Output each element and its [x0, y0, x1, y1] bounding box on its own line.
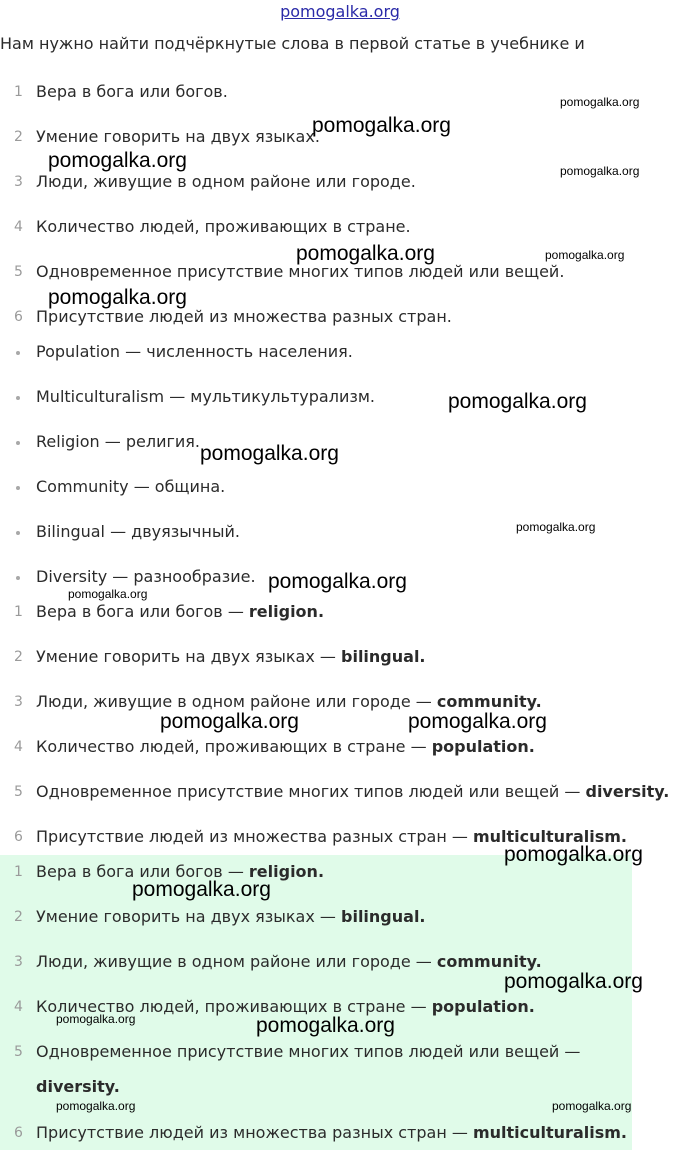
- answer-text: Присутствие людей из множества разных стран —: [36, 1123, 473, 1142]
- answer-text: Вера в бога или богов —: [36, 602, 249, 621]
- watermark: pomogalka.org: [48, 149, 187, 172]
- watermark: pomogalka.org: [504, 843, 643, 866]
- item-number: 1: [14, 864, 23, 880]
- site-link[interactable]: pomogalka.org: [280, 2, 400, 21]
- answer-word: multiculturalism.: [472, 827, 627, 846]
- watermark: pomogalka.org: [312, 114, 451, 137]
- vocab-text: Diversity — разнообразие.: [36, 567, 256, 586]
- answer-text: Умение говорить на двух языках —: [36, 647, 341, 666]
- item-number: 3: [14, 174, 23, 190]
- item-text: Люди, живущие в одном районе или городе.: [36, 172, 416, 191]
- item-text: Присутствие людей из множества разных стран.: [36, 307, 452, 326]
- answer-word: bilingual.: [341, 647, 426, 666]
- watermark: pomogalka.org: [560, 95, 640, 109]
- watermark: pomogalka.org: [256, 1014, 395, 1037]
- watermark: pomogalka.org: [200, 442, 339, 465]
- item-number: 6: [14, 1125, 23, 1141]
- item-number: 6: [14, 309, 23, 325]
- answer-text: Количество людей, проживающих в стране —: [36, 737, 432, 756]
- answer-word: population.: [431, 997, 535, 1016]
- vocab-text: Population — численность населения.: [36, 342, 353, 361]
- watermark: pomogalka.org: [160, 710, 299, 733]
- vocab-text: Religion — религия.: [36, 432, 200, 451]
- vocab-text: Bilingual — двуязычный.: [36, 522, 240, 541]
- answer-word: community.: [436, 952, 542, 971]
- bullet-icon: [16, 441, 20, 445]
- answer-text: Люди, живущие в одном районе или городе —: [36, 952, 437, 971]
- item-number: 3: [14, 694, 23, 710]
- watermark: pomogalka.org: [545, 248, 625, 262]
- answer-word: diversity.: [36, 1077, 120, 1096]
- item-number: 2: [14, 129, 23, 145]
- bullet-icon: [16, 486, 20, 490]
- watermark: pomogalka.org: [68, 587, 148, 601]
- vocab-text: Community — община.: [36, 477, 226, 496]
- item-number: 5: [14, 1044, 23, 1060]
- answer-word: religion.: [248, 862, 325, 881]
- bullet-icon: [16, 531, 20, 535]
- item-number: 2: [14, 909, 23, 925]
- answer-text: Присутствие людей из множества разных стран —: [36, 827, 473, 846]
- item-number: 5: [14, 264, 23, 280]
- item-text: Количество людей, проживающих в стране.: [36, 217, 411, 236]
- answer-text: Вера в бога или богов —: [36, 862, 249, 881]
- item-text: Умение говорить на двух языках.: [36, 127, 320, 146]
- item-number: 6: [14, 829, 23, 845]
- watermark: pomogalka.org: [132, 878, 271, 901]
- watermark: pomogalka.org: [408, 710, 547, 733]
- vocab-text: Multiculturalism — мультикультурализм.: [36, 387, 376, 406]
- answer-word: diversity.: [585, 782, 670, 801]
- answer-text: Одновременное присутствие многих типов людей или вещей —: [36, 1042, 581, 1061]
- answer-text: Одновременное присутствие многих типов людей или вещей —: [36, 782, 586, 801]
- item-number: 2: [14, 649, 23, 665]
- answer-text: Количество людей, проживающих в стране —: [36, 997, 432, 1016]
- answer-word: community.: [436, 692, 542, 711]
- item-number: 1: [14, 84, 23, 100]
- answer-word: bilingual.: [341, 907, 426, 926]
- bullet-icon: [16, 576, 20, 580]
- watermark: pomogalka.org: [516, 520, 596, 534]
- watermark: pomogalka.org: [560, 164, 640, 178]
- intro-text: Нам нужно найти подчёркнутые слова в первой статье в учебнике и: [0, 34, 585, 53]
- watermark: pomogalka.org: [48, 286, 187, 309]
- item-text: Одновременное присутствие многих типов людей или вещей.: [36, 262, 565, 281]
- answer-text: Умение говорить на двух языках —: [36, 907, 341, 926]
- watermark: pomogalka.org: [56, 1099, 136, 1113]
- watermark: pomogalka.org: [56, 1012, 136, 1026]
- item-number: 5: [14, 784, 23, 800]
- bullet-icon: [16, 351, 20, 355]
- bullet-icon: [16, 396, 20, 400]
- item-number: 3: [14, 954, 23, 970]
- answer-text: Люди, живущие в одном районе или городе —: [36, 692, 437, 711]
- item-number: 4: [14, 739, 23, 755]
- watermark: pomogalka.org: [268, 570, 407, 593]
- watermark: pomogalka.org: [504, 970, 643, 993]
- watermark: pomogalka.org: [552, 1099, 632, 1113]
- answer-word: population.: [431, 737, 535, 756]
- item-number: 1: [14, 604, 23, 620]
- item-number: 4: [14, 999, 23, 1015]
- answer-word: multiculturalism.: [472, 1123, 627, 1142]
- watermark: pomogalka.org: [448, 390, 587, 413]
- watermark: pomogalka.org: [296, 242, 435, 265]
- item-number: 4: [14, 219, 23, 235]
- answer-word: religion.: [248, 602, 325, 621]
- item-text: Вера в бога или богов.: [36, 82, 228, 101]
